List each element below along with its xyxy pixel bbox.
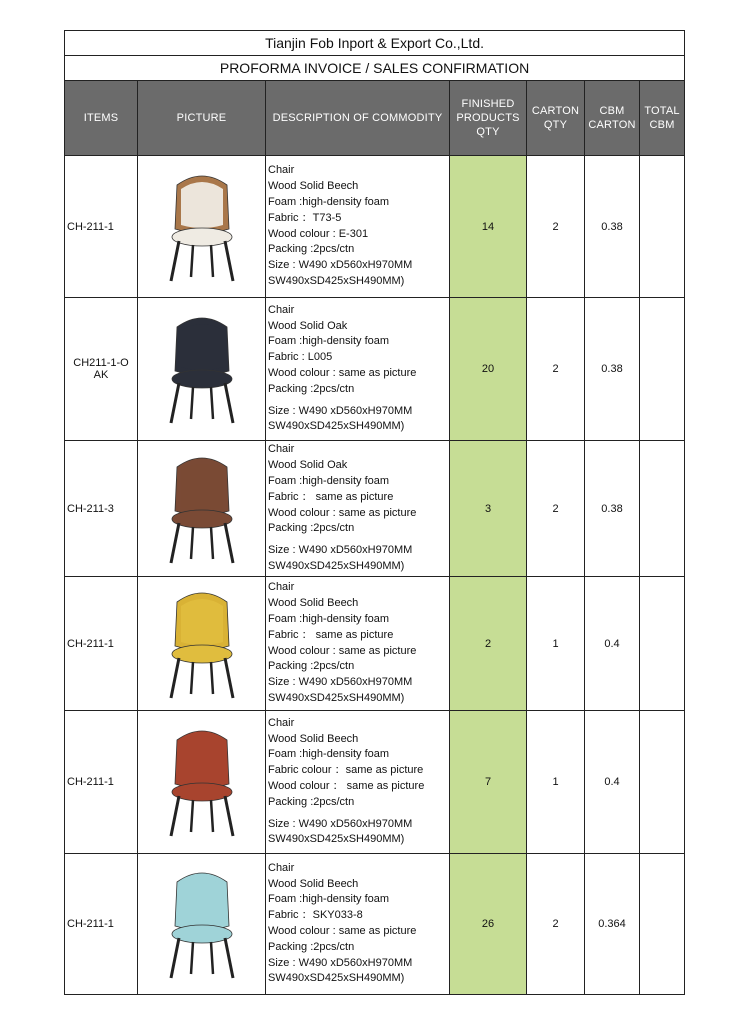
chair-icon [157, 864, 247, 984]
carton-qty: 2 [527, 441, 585, 577]
product-picture [138, 854, 266, 995]
total-cbm [640, 441, 685, 577]
table-row [65, 854, 685, 995]
description-line: Chair [268, 716, 295, 729]
description-line: Packing :2pcs/ctn [268, 660, 355, 673]
description-line: SW490xSD425xSH490MM) [268, 833, 405, 846]
cbm-carton: 0.4 [585, 577, 640, 711]
finished-qty: 14 [450, 156, 527, 298]
description-line: Fabric : L005 [268, 351, 333, 364]
item-code: CH-211-1 [65, 156, 138, 298]
col-items: ITEMS [65, 81, 138, 156]
description-line: Fabric ：SKY033-8 [268, 909, 363, 922]
cbm-carton: 0.364 [585, 854, 640, 995]
description-line: SW490xSD425xSH490MM) [268, 691, 405, 704]
finished-qty: 2 [450, 577, 527, 711]
description-line: Size : W490 xD560xH970MM [268, 817, 413, 830]
description-line: Size : W490 xD560xH970MM [268, 676, 413, 689]
commodity-description [266, 854, 450, 995]
description-line: Wood Solid Beech [268, 732, 359, 745]
chair-icon [157, 449, 247, 569]
item-code: CH-211-3 [65, 441, 138, 577]
description-line: Chair [268, 581, 295, 594]
description-line: Wood Solid Oak [268, 319, 348, 332]
table-row [65, 711, 685, 854]
chair-icon [157, 309, 247, 429]
col-total-cbm: TOTAL CBM [640, 81, 685, 156]
description-line: Chair [268, 443, 295, 456]
description-line: Packing :2pcs/ctn [268, 243, 355, 256]
description-line: Size : W490 xD560xH970MM [268, 544, 413, 557]
description-line: Packing :2pcs/ctn [268, 795, 355, 808]
description-line: Wood colour : same as picture [268, 367, 417, 379]
product-picture [138, 298, 266, 441]
description-line: Wood colour : same as picture [268, 925, 417, 937]
cbm-carton: 0.4 [585, 711, 640, 854]
description-line: SW490xSD425xSH490MM) [268, 972, 405, 985]
total-cbm [640, 577, 685, 711]
carton-qty: 2 [527, 854, 585, 995]
description-line: Chair [268, 861, 295, 874]
finished-qty: 20 [450, 298, 527, 441]
col-cbm-carton: CBM CARTON [585, 81, 640, 156]
carton-qty: 1 [527, 577, 585, 711]
description-line: SW490xSD425xSH490MM) [268, 420, 405, 433]
item-code: CH-211-1 [65, 711, 138, 854]
column-headers [65, 81, 685, 156]
carton-qty: 1 [527, 711, 585, 854]
commodity-description [266, 441, 450, 577]
finished-qty: 26 [450, 854, 527, 995]
description-line: Wood colour : E-301 [268, 227, 369, 240]
chair-icon [157, 584, 247, 704]
commodity-description [266, 298, 450, 441]
product-picture [138, 156, 266, 298]
item-code: CH211-1-OAK [65, 298, 138, 441]
table-row [65, 441, 685, 577]
total-cbm [640, 711, 685, 854]
table-row [65, 577, 685, 711]
description-line: Foam :high-density foam [268, 748, 390, 761]
description-line: Wood colour : same as picture [268, 506, 417, 519]
description-line: SW490xSD425xSH490MM) [268, 274, 405, 287]
finished-qty: 3 [450, 441, 527, 577]
description-line: SW490xSD425xSH490MM) [268, 559, 405, 572]
cbm-carton: 0.38 [585, 441, 640, 577]
invoice-table [64, 30, 685, 995]
chair-icon [157, 167, 247, 287]
description-line: Foam :high-density foam [268, 335, 390, 348]
description-line: Foam :high-density foam [268, 195, 390, 208]
col-carton-qty: CARTON QTY [527, 81, 585, 156]
description-line: Size : W490 xD560xH970MM [268, 404, 413, 417]
description-line: Foam :high-density foam [268, 893, 390, 906]
description-line: Wood Solid Beech [268, 180, 359, 193]
commodity-description [266, 577, 450, 711]
col-picture: PICTURE [138, 81, 266, 156]
carton-qty: 2 [527, 298, 585, 441]
description-line: Foam :high-density foam [268, 612, 390, 625]
product-picture [138, 577, 266, 711]
description-line: Chair [268, 303, 295, 316]
invoice-sheet [64, 30, 684, 995]
item-code: CH-211-1 [65, 854, 138, 995]
description-line: Fabric ： same as picture [268, 490, 394, 503]
commodity-description [266, 711, 450, 854]
description-line: Wood colour : same as picture [268, 644, 417, 657]
table-row [65, 298, 685, 441]
table-row [65, 156, 685, 298]
product-picture [138, 441, 266, 577]
description-line: Fabric ： same as picture [268, 628, 394, 641]
description-line: Foam :high-density foam [268, 474, 390, 487]
cbm-carton: 0.38 [585, 156, 640, 298]
description-line: Wood Solid Beech [268, 877, 359, 890]
product-picture [138, 711, 266, 854]
total-cbm [640, 156, 685, 298]
description-line: Chair [268, 164, 295, 177]
chair-icon [157, 722, 247, 842]
finished-qty: 7 [450, 711, 527, 854]
item-code: CH-211-1 [65, 577, 138, 711]
total-cbm [640, 854, 685, 995]
document-title: PROFORMA INVOICE / SALES CONFIRMATION [65, 56, 685, 81]
total-cbm [640, 298, 685, 441]
description-line: Fabric ：T73-5 [268, 211, 342, 224]
description-line: Wood colour ： same as picture [268, 780, 425, 792]
cbm-carton: 0.38 [585, 298, 640, 441]
description-line: Packing :2pcs/ctn [268, 382, 355, 395]
description-line: Wood Solid Beech [268, 597, 359, 610]
description-line: Packing :2pcs/ctn [268, 940, 355, 953]
commodity-description [266, 156, 450, 298]
company-name: Tianjin Fob Inport & Export Co.,Ltd. [65, 31, 685, 56]
description-line: Wood Solid Oak [268, 459, 348, 472]
description-line: Size : W490 xD560xH970MM [268, 956, 413, 969]
carton-qty: 2 [527, 156, 585, 298]
col-description: DESCRIPTION OF COMMODITY [266, 81, 450, 156]
description-line: Fabric colour ：same as picture [268, 764, 424, 777]
col-finished-qty: FINISHED PRODUCTS QTY [450, 81, 527, 156]
description-line: Size : W490 xD560xH970MM [268, 259, 413, 272]
description-line: Packing :2pcs/ctn [268, 522, 355, 535]
